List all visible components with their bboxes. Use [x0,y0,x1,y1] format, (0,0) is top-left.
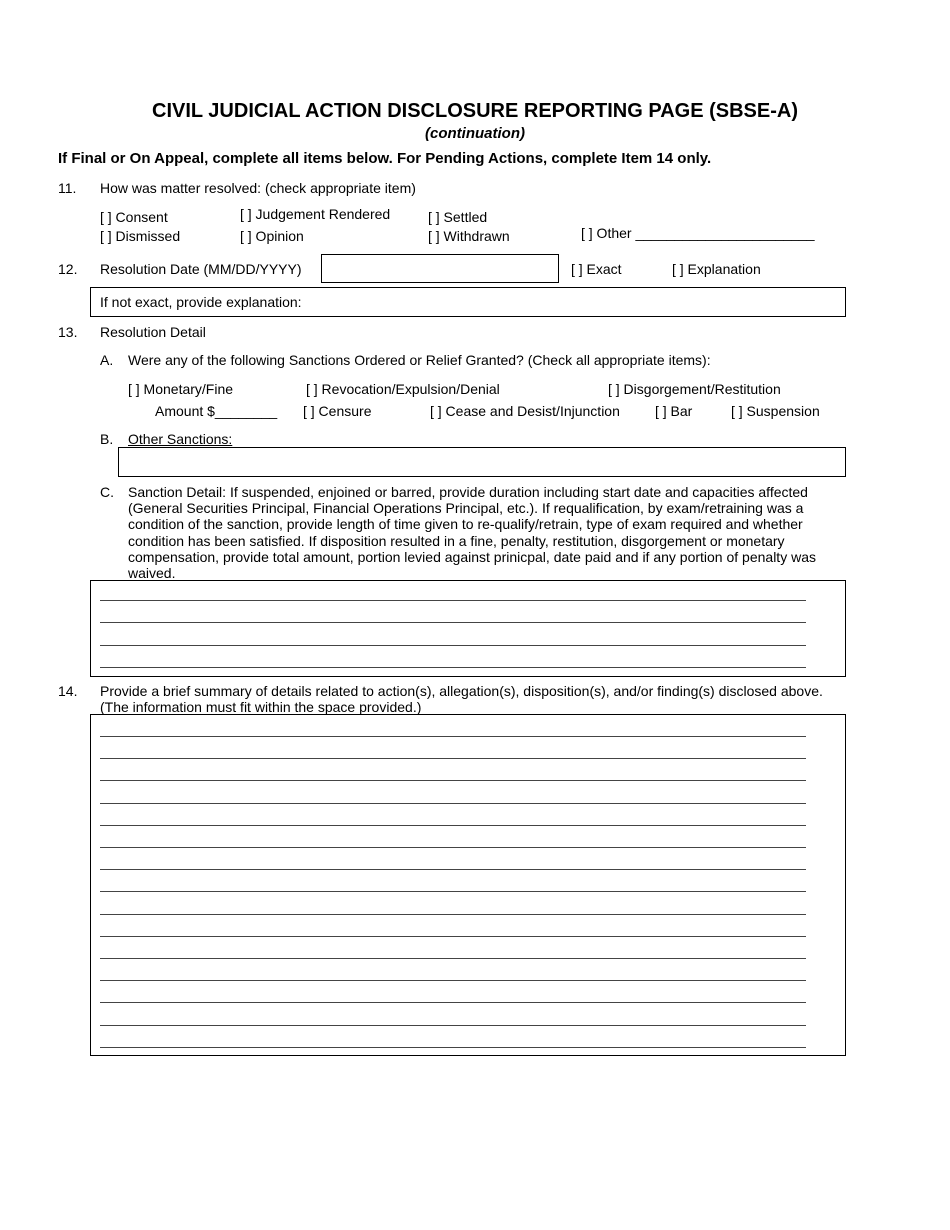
item-13-number: 13. [58,324,78,340]
sanction-monetary-fine[interactable]: [ ] Monetary/Fine [128,381,234,397]
sanction-detail-instructions: Sanction Detail: If suspended, enjoined or barred, provide duration including start date and capacities affected (General Securities Principal, Financial Operations Principal, etc.). If requalification, by exam/retraining was a condition of the sanction, provide length of time given to re-qualify/retrain, type of exam required and whether condition has been satisfied. If disposition resulted in a fine, penalty, restitution, disgorgement or monetary compensation, provide total amount, portion levied against prinicpal, date paid and if any portion of penalty was waived. [128,484,816,582]
ruled-line [100,736,806,737]
ruled-line [100,825,806,826]
sanction-cease-desist[interactable]: [ ] Cease and Desist/Injunction [430,403,620,419]
ruled-line [100,667,806,668]
ruled-line [100,958,806,959]
item-11-question: How was matter resolved: (check appropriate item) [100,180,416,196]
sanction-bar[interactable]: [ ] Bar [655,403,693,419]
option-exact[interactable]: [ ] Exact [571,261,622,277]
page-title: CIVIL JUDICIAL ACTION DISCLOSURE REPORTING PAGE (SBSE-A) [152,100,798,122]
page-subtitle: (continuation) [425,125,525,142]
option-dismissed[interactable]: [ ] Dismissed [100,228,181,244]
option-explanation[interactable]: [ ] Explanation [672,261,761,277]
item-13a-question: Were any of the following Sanctions Ordered or Relief Granted? (Check all appropriate items): [128,352,711,368]
ruled-line [100,1047,806,1048]
ruled-line [100,869,806,870]
option-consent[interactable]: [ ] Consent [100,209,168,225]
resolution-date-field[interactable] [321,254,559,283]
ruled-line [100,645,806,646]
item-13b-letter: B. [100,431,114,447]
sanction-disgorgement[interactable]: [ ] Disgorgement/Restitution [608,381,781,397]
ruled-line [100,891,806,892]
ruled-line [100,980,806,981]
item-13a-letter: A. [100,352,114,368]
sanction-censure[interactable]: [ ] Censure [303,403,372,419]
amount-field[interactable]: Amount $________ [155,403,278,419]
explanation-label: If not exact, provide explanation: [100,294,302,310]
option-judgement-rendered[interactable]: [ ] Judgement Rendered [240,206,391,222]
instructions: If Final or On Appeal, complete all items below. For Pending Actions, complete Item 14 only. [58,150,712,167]
item-14-number: 14. [58,683,78,699]
ruled-line [100,914,806,915]
option-opinion[interactable]: [ ] Opinion [240,228,304,244]
ruled-line [100,936,806,937]
summary-instructions: Provide a brief summary of details related to action(s), allegation(s), disposition(s), and/or finding(s) disclosed above. (The information must fit within the space provided.) [100,683,823,716]
resolution-date-label: Resolution Date (MM/DD/YYYY) [100,261,302,277]
item-12-number: 12. [58,261,78,277]
other-sanctions-label: Other Sanctions: [128,431,233,447]
ruled-line [100,803,806,804]
ruled-line [100,600,806,601]
ruled-line [100,1002,806,1003]
option-other[interactable]: [ ] Other _______________________ [581,225,815,241]
summary-field[interactable] [90,714,846,1056]
sanction-detail-field[interactable] [90,580,846,677]
ruled-line [100,780,806,781]
ruled-line [100,758,806,759]
option-withdrawn[interactable]: [ ] Withdrawn [428,228,510,244]
ruled-line [100,1025,806,1026]
option-settled[interactable]: [ ] Settled [428,209,488,225]
sanction-revocation[interactable]: [ ] Revocation/Expulsion/Denial [306,381,500,397]
ruled-line [100,847,806,848]
other-sanctions-field[interactable] [118,447,846,477]
item-13c-letter: C. [100,484,114,500]
sanction-suspension[interactable]: [ ] Suspension [731,403,820,419]
explanation-field[interactable] [90,287,846,317]
ruled-line [100,622,806,623]
item-11-number: 11. [58,180,77,196]
resolution-detail-label: Resolution Detail [100,324,206,340]
